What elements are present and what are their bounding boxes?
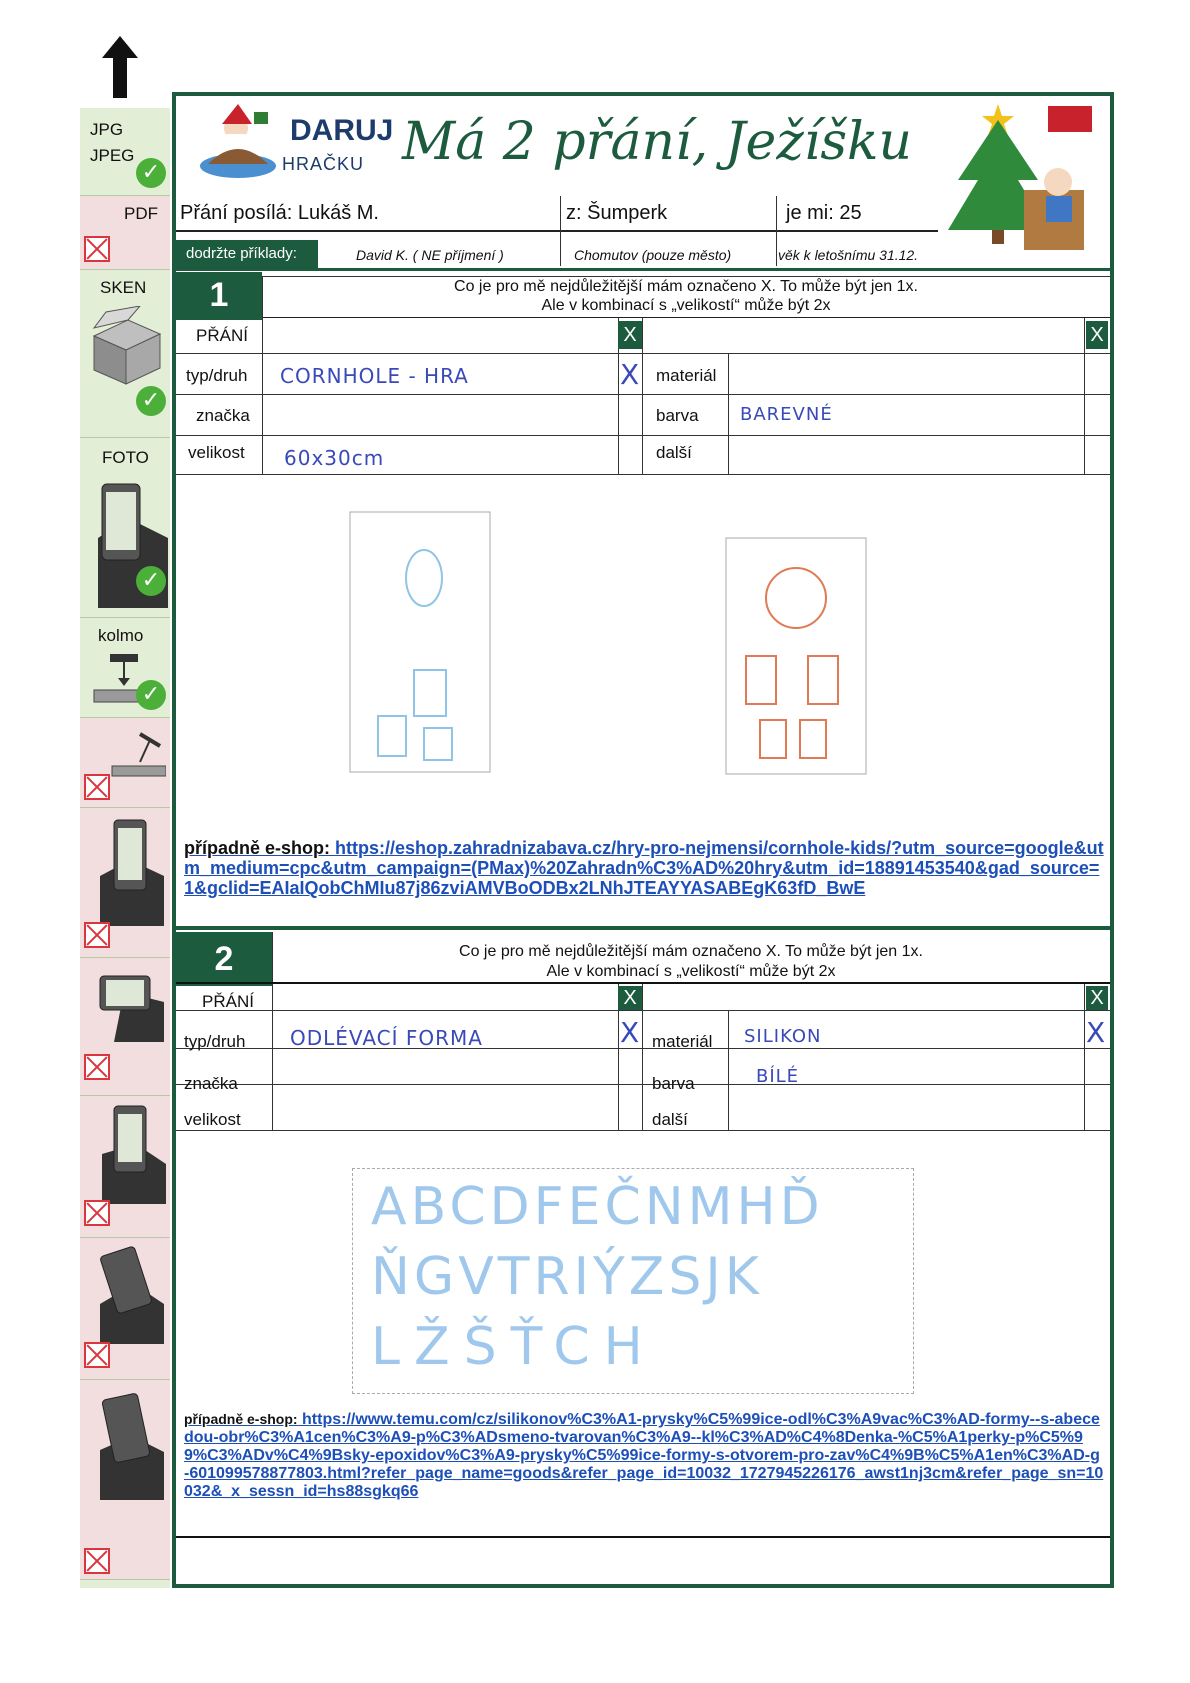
- pdf-label: PDF: [124, 204, 158, 223]
- hand-phone-icon: [96, 1104, 166, 1204]
- wish-1-type-label: typ/druh: [186, 366, 248, 385]
- wish-1-x-right: X: [1086, 321, 1108, 349]
- wish-1-drawing: [340, 510, 880, 780]
- sidebar-perpendicular-cell: [80, 618, 170, 718]
- wish-2-eshop-link[interactable]: https://www.temu.com/cz/silikonov%C3%A1-prysky%C5%99ice-odl%C3%A9vac%C3%AD-formy--s-abecedou-obr%C3%A1cen%C3%A9-p%C3%ADsmeno-tvarovan%C3%A9--kl%C3%AD%C4%8Denka-%C5%A1perky-p%C5%99%C3%ADv%C4%9Bsky-epoxidov%C3%A9-prysky%C5%99ice-formy-s-otvorem-pro-zav%C4%9B%C5%A1en%C3%AD-g-601099578877803.html?refer_page_name=goods&refer_page_id=10032_1727945226176_awst1nj3cm&refer_page_sn=10032&_x_sessn_id=hs88sgkq66: [184, 1411, 1104, 1500]
- wish-2-type-mark: X: [620, 1016, 641, 1049]
- wish-1-label: PŘÁNÍ: [196, 326, 248, 345]
- check-icon: ✓: [136, 566, 166, 596]
- example-city: Chomutov (pouze město): [574, 247, 732, 263]
- wish-1-color-label: barva: [656, 406, 699, 425]
- wish-2-material-mark: X: [1086, 1016, 1107, 1049]
- wish-2-color-label: barva: [652, 1074, 695, 1093]
- check-icon: ✓: [136, 386, 166, 416]
- sidebar-wrong-3: [80, 958, 170, 1096]
- christmas-tree-icon: [938, 100, 1108, 270]
- wish-2-x-right: X: [1086, 986, 1108, 1010]
- sidebar-wrong-4: [80, 1096, 170, 1238]
- wish-1-size-label: velikost: [188, 443, 245, 462]
- wish-2-brand-label: značka: [184, 1074, 238, 1093]
- check-icon: ✓: [136, 158, 166, 188]
- wish-2-number-box: [176, 932, 272, 986]
- wish-1-eshop-label: případně e-shop:: [184, 838, 331, 858]
- wish-2-number: 2: [214, 940, 234, 978]
- wish-1-number-box: [176, 272, 262, 320]
- sidebar-wrong-2: [80, 808, 170, 958]
- wish-1-brand-label: značka: [196, 406, 250, 425]
- hand-phone-icon: [90, 1244, 164, 1344]
- x-box-icon: [84, 1054, 110, 1080]
- wish-1-instruction-1: Co je pro mě nejdůležitější mám označeno X. To může být jen 1x.: [454, 278, 918, 295]
- x-box-icon: [84, 1200, 110, 1226]
- logo-text-daruj: DARUJ: [290, 114, 394, 147]
- wish-2-drawing-line-2: ŇGVTRIÝZSJK: [371, 1247, 763, 1307]
- x-box-icon: [84, 922, 110, 948]
- sidebar-wrong-6: [80, 1380, 170, 1580]
- scanner-icon: [88, 306, 162, 386]
- sidebar-pdf-cell: [80, 196, 170, 270]
- check-icon: ✓: [136, 680, 166, 710]
- x-box-icon: [84, 1548, 110, 1574]
- sidebar-jpg-cell: [80, 108, 170, 196]
- sidebar-wrong-1: [80, 718, 170, 808]
- wish-2-drawing-line-1: ABCDFEČNMHĎ: [371, 1177, 824, 1237]
- wish-2-instruction-2: Ale v kombinací s „velikostí“ může být 2x: [546, 963, 836, 980]
- wish-1-size-value: 60x30cm: [284, 446, 385, 470]
- wish-2-eshop: [184, 1410, 1104, 1501]
- sender-name: Přání posílá: Lukáš M.: [180, 202, 379, 224]
- wish-2-material-value: SILIKON: [744, 1026, 822, 1047]
- sidebar-photo-cell: [80, 438, 170, 618]
- sidebar-scan-cell: [80, 270, 170, 438]
- sken-label: SKEN: [100, 278, 147, 297]
- santa-logo-icon: [198, 104, 278, 180]
- arrow-up-icon: [102, 36, 138, 98]
- jpg-label: JPG: [90, 120, 124, 139]
- x-box-icon: [84, 774, 110, 800]
- tilted-phone-icon: [110, 726, 166, 786]
- wish-2-size-label: velikost: [184, 1110, 241, 1129]
- wish-2-other-label: další: [652, 1110, 688, 1129]
- hand-phone-icon: [94, 816, 164, 926]
- foto-label: FOTO: [102, 448, 149, 467]
- wish-2-type-label: typ/druh: [184, 1032, 246, 1051]
- example-age: věk k letošnímu 31.12.: [778, 247, 919, 263]
- x-box-icon: [84, 236, 110, 262]
- logo-text-hracku: HRAČKU: [282, 154, 365, 174]
- wish-1-type-mark: X: [620, 358, 641, 391]
- wish-2-drawing-line-3: LŽŠŤCH: [371, 1317, 657, 1377]
- wish-2-material-label: materiál: [652, 1032, 713, 1051]
- hand-phone-icon: [92, 1390, 164, 1500]
- wish-1-x-left: X: [618, 321, 642, 349]
- wish-1-eshop-link[interactable]: https://eshop.zahradnizabava.cz/hry-pro-nejmensi/cornhole-kids/?utm_source=google&utm_medium=cpc&utm_campaign=(PMax)%20Zahradn%C3%AD%20hry&utm_id=18891453540&gad_source=1&gclid=EAIaIQobChMIu87j86zviAMVBoODBx2LNhJTEAYYASABEgK63fD_BwE: [184, 838, 1104, 898]
- example-name: David K. ( NE příjmení ): [356, 247, 504, 263]
- wish-1-eshop: [184, 838, 1104, 898]
- jpeg-label: JPEG: [90, 146, 135, 165]
- wish-2-color-value: BÍLÉ: [756, 1066, 800, 1087]
- x-box-icon: [84, 1342, 110, 1368]
- sender-city: z: Šumperk: [566, 202, 668, 224]
- wish-1-other-label: další: [656, 443, 692, 462]
- sender-age: je mi: 25: [786, 202, 862, 224]
- example-tag: [176, 240, 318, 268]
- kolmo-label: kolmo: [98, 626, 144, 645]
- wish-1-number: 1: [209, 276, 229, 314]
- example-tag-label: dodržte příklady:: [186, 245, 297, 262]
- wish-2-type-value: ODLÉVACÍ FORMA: [290, 1026, 483, 1050]
- wish-2-label: PŘÁNÍ: [202, 992, 254, 1011]
- wish-1-material-label: materiál: [656, 366, 717, 385]
- wish-1-instruction-2: Ale v kombinací s „velikostí“ může být 2x: [541, 297, 831, 314]
- wish-2-x-left: X: [618, 986, 642, 1010]
- wish-1-type-value: CORNHOLE - HRA: [280, 364, 469, 388]
- page-title: Má 2 přání, Ježíšku: [402, 112, 913, 172]
- wish-2-eshop-label: případně e-shop:: [184, 1411, 298, 1427]
- wish-1-color-value: BAREVNÉ: [740, 404, 833, 425]
- wish-2-instruction-1: Co je pro mě nejdůležitější mám označeno X. To může být jen 1x.: [459, 943, 923, 960]
- wish-2-drawing: [352, 1168, 914, 1394]
- sidebar-wrong-5: [80, 1238, 170, 1380]
- hand-phone-icon: [94, 972, 164, 1042]
